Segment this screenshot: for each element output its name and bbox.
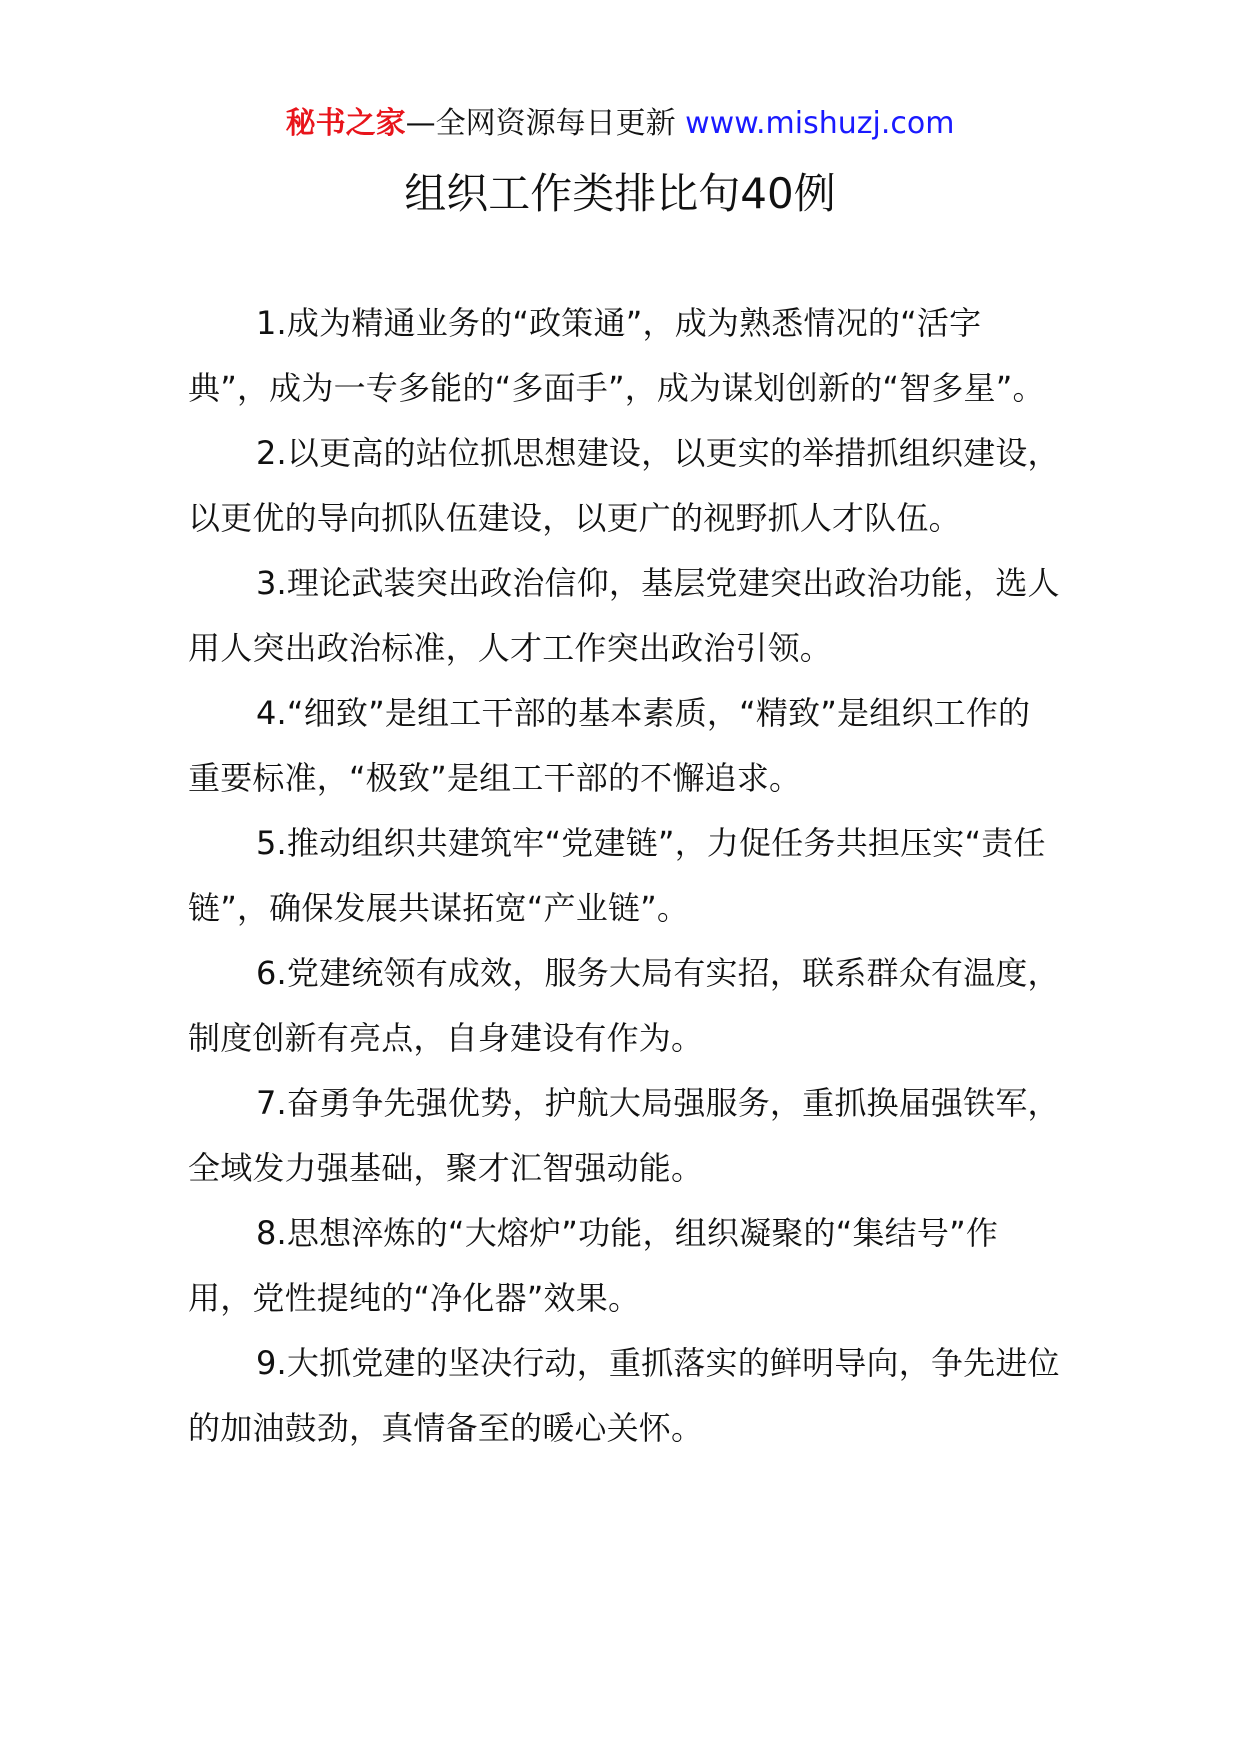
site-tagline: —全网资源每日更新	[405, 106, 676, 141]
site-brand: 秘书之家	[285, 106, 406, 141]
paragraph-3: 3.理论武装突出政治信仰，基层党建突出政治功能，选人用人突出政治标准，人才工作突出政治引领。	[188, 564, 1060, 667]
paragraph-6: 6.党建统领有成效，服务大局有实招，联系群众有温度，制度创新有亮点，自身建设有作为。	[188, 954, 1060, 1057]
paragraph-9: 9.大抓党建的坚决行动，重抓落实的鲜明导向，争先进位的加油鼓劲，真情备至的暖心关怀。	[188, 1344, 1060, 1447]
paragraph-7: 7.奋勇争先强优势，护航大局强服务，重抓换届强铁军，全域发力强基础，聚才汇智强动能。	[188, 1084, 1060, 1187]
paragraph-8: 8.思想淬炼的“大熔炉”功能，组织凝聚的“集结号”作用，党性提纯的“净化器”效果。	[188, 1214, 999, 1317]
paragraph-5: 5.推动组织共建筑牢“党建链”，力促任务共担压实“责任链”，确保发展共谋拓宽“产业链”。	[188, 824, 1046, 927]
document-body	[188, 291, 1062, 1461]
paragraph-4: 4.“细致”是组工干部的基本素质，“精致”是组织工作的重要标准，“极致”是组工干部的不懈追求。	[188, 694, 1031, 797]
site-header	[0, 102, 1240, 146]
paragraph-1: 1.成为精通业务的“政策通”，成为熟悉情况的“活字典”，成为一专多能的“多面手”，成为谋划创新的“智多星”。	[188, 304, 1045, 407]
document-title: 组织工作类排比句40例	[404, 169, 836, 218]
paragraph-2: 2.以更高的站位抓思想建设，以更实的举措抓组织建设，以更优的导向抓队伍建设，以更广的视野抓人才队伍。	[188, 434, 1060, 537]
site-url-link[interactable]: www.mishuzj.com	[685, 106, 955, 141]
